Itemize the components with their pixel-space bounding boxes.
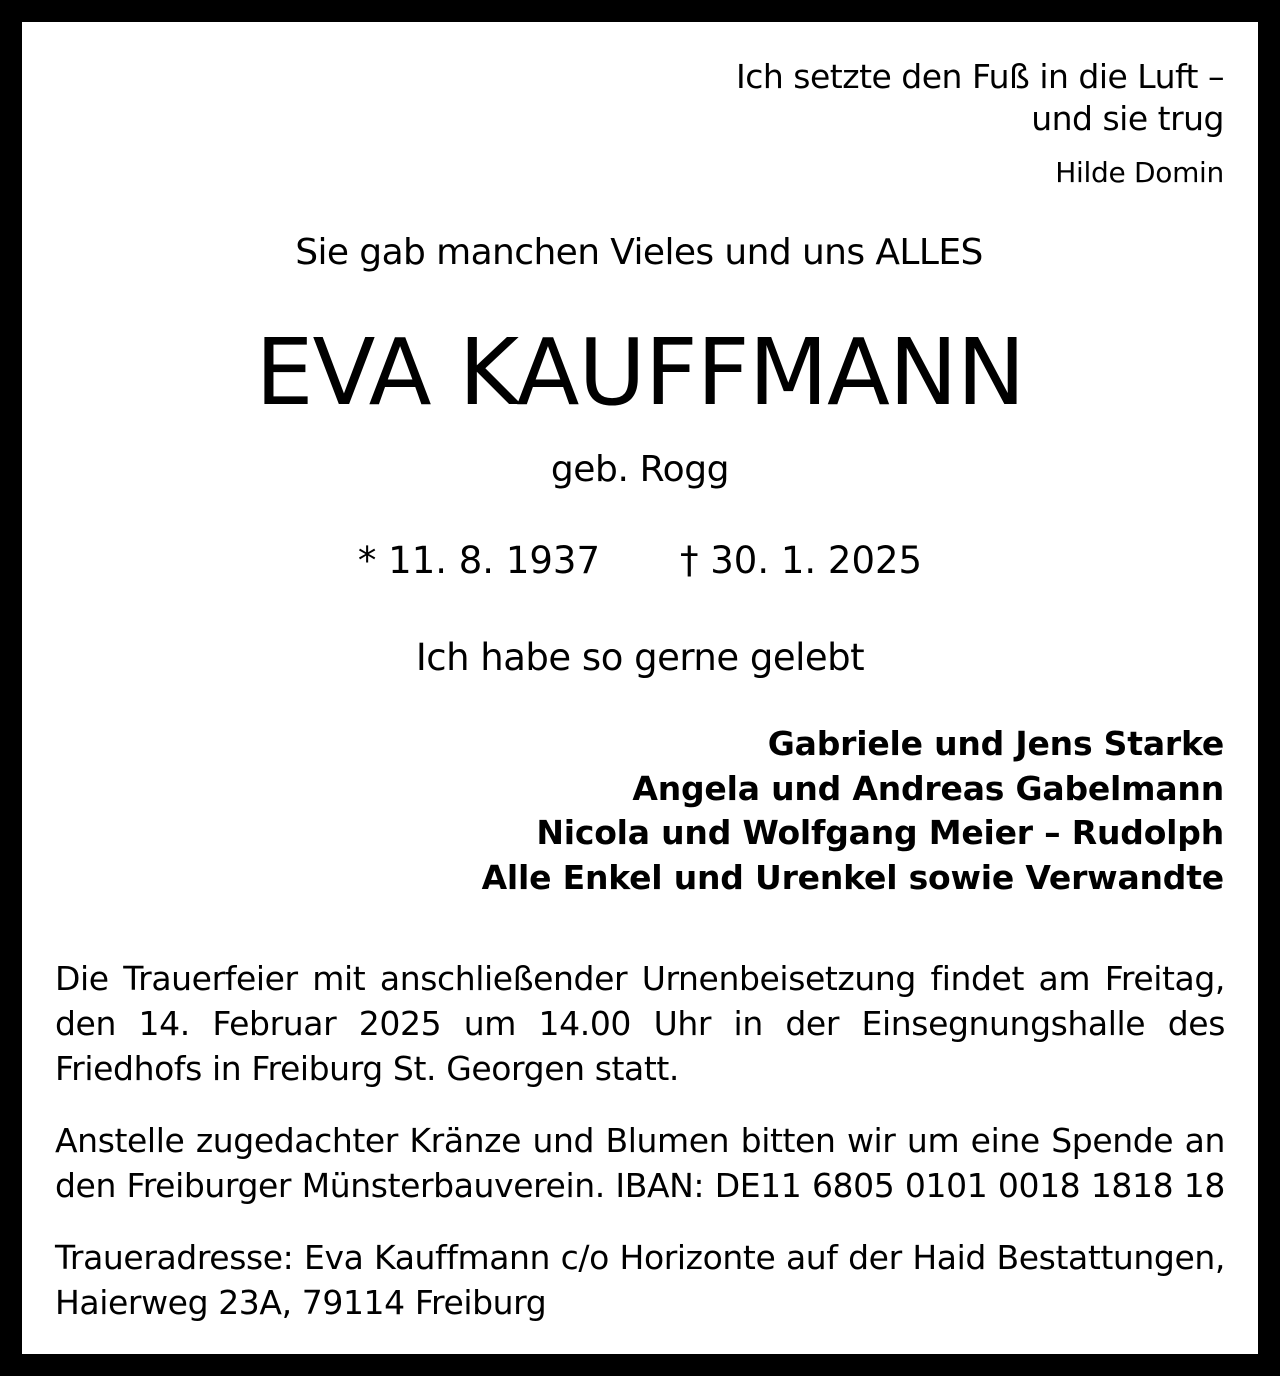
quote-author: Hilde Domin [1055, 156, 1224, 189]
birth-date: * 11. 8. 1937 [357, 539, 600, 582]
address-line-1: Traueradresse: Eva Kauffmann c/o Horizonte auf der Haid Bestattungen, [55, 1238, 1225, 1277]
quote-line-1: Ich setzte den Fuß in die Luft – [736, 57, 1224, 96]
donation-line-1: Anstelle zugedachter Kränze und Blumen bitten wir um eine Spende an [55, 1121, 1225, 1160]
address-paragraph [55, 1235, 1225, 1325]
mourner-entry: Angela und Andreas Gabelmann [632, 768, 1224, 808]
ceremony-paragraph [55, 956, 1225, 1091]
mourners-list [481, 724, 1224, 905]
ceremony-line-1: Die Trauerfeier mit anschließender Urnenbeisetzung findet am Freitag, [55, 959, 1225, 998]
motto: Sie gab manchen Vieles und uns ALLES [295, 232, 983, 273]
obituary-notice [22, 22, 1258, 1354]
mourner-entry: Gabriele und Jens Starke [767, 724, 1224, 763]
donation-paragraph [55, 1118, 1225, 1208]
quote-line-2: und sie trug [1031, 99, 1224, 138]
mourner-entry: Alle Enkel und Urenkel sowie Verwandte [481, 857, 1224, 897]
deceased-name: EVA KAUFFMANN [255, 319, 1025, 426]
ceremony-line-3: Friedhofs in Freiburg St. Georgen statt. [55, 1049, 680, 1088]
address-line-2: Haierweg 23A, 79114 Freiburg [55, 1283, 547, 1322]
mourner-entry: Nicola und Wolfgang Meier – Rudolph [536, 813, 1224, 852]
maiden-name: geb. Rogg [550, 449, 730, 490]
ceremony-line-2: den 14. Februar 2025 um 14.00 Uhr in der Einsegnungshalle des [55, 1004, 1225, 1043]
donation-line-2: den Freiburger Münsterbauverein. IBAN: DE11 6805 0101 0018 1818 18 [55, 1166, 1225, 1205]
life-dates [22, 539, 1258, 582]
death-date: † 30. 1. 2025 [680, 539, 923, 582]
closing-line: Ich habe so gerne gelebt [415, 636, 865, 679]
